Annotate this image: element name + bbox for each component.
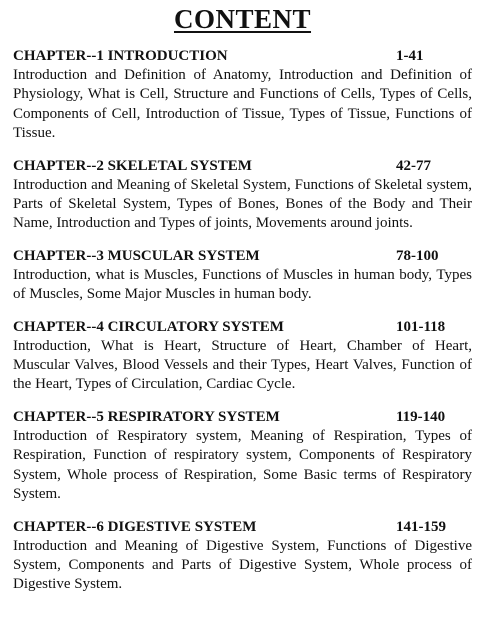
chapter-entry-5 xyxy=(13,408,472,505)
chapter-page-range: 141-159 xyxy=(396,518,446,535)
chapter-heading xyxy=(13,518,472,537)
chapter-heading xyxy=(13,247,472,266)
chapter-entry-2 xyxy=(13,157,472,234)
chapter-heading xyxy=(13,47,472,66)
page-title: CONTENT xyxy=(173,4,312,34)
chapter-title: CHAPTER--6 DIGESTIVE SYSTEM xyxy=(13,518,257,535)
chapter-page-range: 101-118 xyxy=(396,318,446,335)
chapter-title: CHAPTER--2 SKELETAL SYSTEM xyxy=(13,157,252,174)
chapter-description: Introduction and Definition of Anatomy, Introduction and Definition of Physiology, What is Cell, Structure and Functions of Cells, Types of Cells, Components of Cell, Introduction of Tissue, Types of Tissue, Functions of Tissue. xyxy=(13,67,472,142)
chapter-heading xyxy=(13,408,472,427)
chapter-page-range: 1-41 xyxy=(396,48,424,64)
chapter-title: CHAPTER--1 INTRODUCTION xyxy=(13,48,228,64)
chapter-description: Introduction of Respiratory system, Meaning of Respiration, Types of Respiration, Function of respiratory system, Components of Respiratory System, Whole process of Respiration, Some Basic terms of Respiratory System. xyxy=(13,427,472,503)
chapter-entry-4 xyxy=(13,318,472,395)
chapter-entry-1 xyxy=(13,47,472,144)
chapter-heading xyxy=(13,157,472,176)
chapter-description: Introduction and Meaning of Digestive System, Functions of Digestive System, Components and Parts of Digestive System, Whole process of Digestive System. xyxy=(13,537,472,593)
chapter-heading xyxy=(13,318,472,337)
chapter-page-range: 78-100 xyxy=(396,247,439,264)
chapter-title: CHAPTER--4 CIRCULATORY SYSTEM xyxy=(13,318,284,335)
chapter-description: Introduction, What is Heart, Structure of Heart, Chamber of Heart, Muscular Valves, Blood Vessels and their Types, Heart Valves, Function of the Heart, Types of Circulation, Cardiac Cycle. xyxy=(13,337,472,393)
chapter-description: Introduction and Meaning of Skeletal System, Functions of Skeletal system, Parts of Skeletal System, Types of Bones, Bones of the Body and Their Name, Introduction and Types of joints, Movements around joints. xyxy=(13,176,472,232)
chapter-page-range: 119-140 xyxy=(396,408,446,425)
chapter-entry-3 xyxy=(13,247,472,305)
chapter-title: CHAPTER--3 MUSCULAR SYSTEM xyxy=(13,247,260,264)
chapter-description: Introduction, what is Muscles, Functions of Muscles in human body, Types of Muscles, Some Major Muscles in human body. xyxy=(13,266,472,303)
chapter-title: CHAPTER--5 RESPIRATORY SYSTEM xyxy=(13,408,280,425)
chapter-entry-6 xyxy=(13,518,472,595)
chapter-page-range: 42-77 xyxy=(396,157,431,174)
